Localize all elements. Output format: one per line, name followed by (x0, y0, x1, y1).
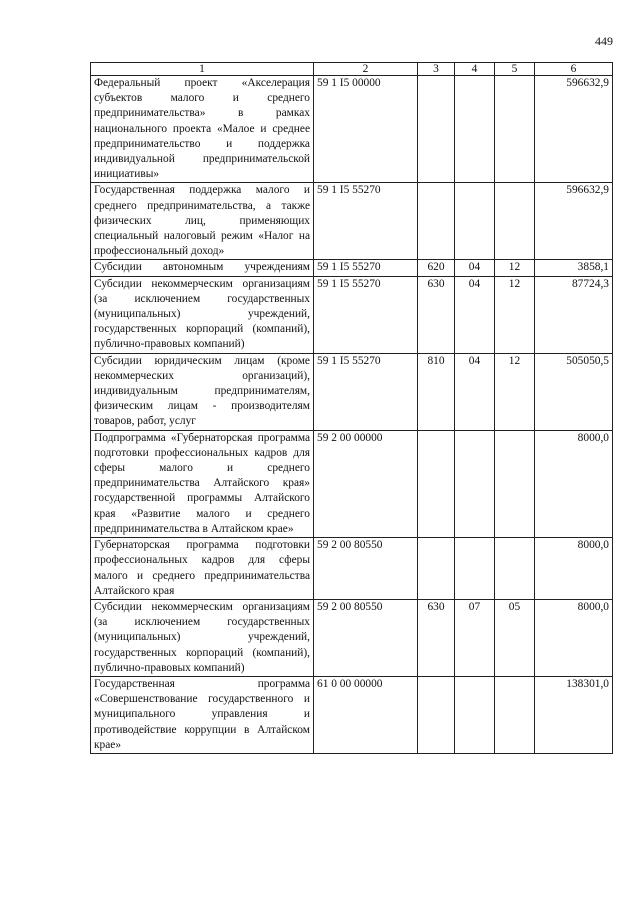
table-row (91, 430, 613, 537)
row-col3 (418, 76, 455, 183)
row-col5: 12 (495, 353, 535, 430)
row-code: 59 2 00 80550 (314, 599, 418, 676)
table-row (91, 260, 613, 276)
row-col5 (495, 430, 535, 537)
row-code: 59 1 I5 55270 (314, 353, 418, 430)
column-header: 3 (418, 63, 455, 76)
table-row (91, 538, 613, 600)
row-col4: 04 (455, 260, 495, 276)
row-code: 59 2 00 00000 (314, 430, 418, 537)
column-header: 5 (495, 63, 535, 76)
row-description: Субсидии автономным учреждениям (91, 260, 314, 276)
row-col4: 04 (455, 276, 495, 353)
row-col4 (455, 430, 495, 537)
row-description: Государственная поддержка малого и среднего предпринимательства, а также физических лиц, применяющих специальный налоговый режим «Налог на профессиональный доход» (91, 183, 314, 260)
row-description: Государственная программа «Совершенствование государственного и муниципального управления и противодействие коррупции в Алтайском крае» (91, 676, 314, 753)
row-col5 (495, 76, 535, 183)
row-col5 (495, 676, 535, 753)
row-description: Подпрограмма «Губернаторская программа подготовки профессиональных кадров для сферы малого и среднего предпринимательства Алтайского края» государственной программы Алтайского края «Развитие малого и среднего предпринимательства в Алтайском крае» (91, 430, 314, 537)
row-col3 (418, 538, 455, 600)
row-col4: 07 (455, 599, 495, 676)
column-header: 2 (314, 63, 418, 76)
row-amount: 596632,9 (535, 76, 613, 183)
row-code: 59 2 00 80550 (314, 538, 418, 600)
row-col4 (455, 676, 495, 753)
row-amount: 138301,0 (535, 676, 613, 753)
row-col4 (455, 76, 495, 183)
row-code: 59 1 I5 55270 (314, 260, 418, 276)
row-col3: 630 (418, 599, 455, 676)
row-amount: 505050,5 (535, 353, 613, 430)
row-col3: 620 (418, 260, 455, 276)
row-col5: 12 (495, 276, 535, 353)
row-col5: 05 (495, 599, 535, 676)
row-code: 59 1 I5 55270 (314, 276, 418, 353)
row-code: 59 1 I5 00000 (314, 76, 418, 183)
table-row (91, 676, 613, 753)
row-amount: 8000,0 (535, 538, 613, 600)
row-description: Субсидии юридическим лицам (кроме некоммерческих организаций), индивидуальным предпринимателям, физическим лицам - производителям товаров, работ, услуг (91, 353, 314, 430)
row-description: Субсидии некоммерческим организациям (за исключением государственных (муниципальных) учреждений, государственных корпораций (компаний), публично-правовых компаний) (91, 276, 314, 353)
table-row (91, 353, 613, 430)
table-row (91, 276, 613, 353)
row-col3: 630 (418, 276, 455, 353)
row-amount: 3858,1 (535, 260, 613, 276)
row-col3: 810 (418, 353, 455, 430)
row-code: 61 0 00 00000 (314, 676, 418, 753)
budget-table (90, 62, 613, 754)
row-amount: 8000,0 (535, 599, 613, 676)
table-row (91, 183, 613, 260)
row-description: Субсидии некоммерческим организациям (за исключением государственных (муниципальных) учреждений, государственных корпораций (компаний), публично-правовых компаний) (91, 599, 314, 676)
row-amount: 8000,0 (535, 430, 613, 537)
row-amount: 87724,3 (535, 276, 613, 353)
row-description: Губернаторская программа подготовки профессиональных кадров для сферы малого и среднего предпринимательства Алтайского края (91, 538, 314, 600)
row-description: Федеральный проект «Акселерация субъектов малого и среднего предпринимательства» в рамках национального проекта «Малое и среднее предпринимательство и поддержка индивидуальной предпринимательской инициативы» (91, 76, 314, 183)
page-number: 449 (595, 34, 613, 48)
row-col4 (455, 538, 495, 600)
table-row (91, 599, 613, 676)
row-amount: 596632,9 (535, 183, 613, 260)
table-header-row (91, 63, 613, 76)
row-code: 59 1 I5 55270 (314, 183, 418, 260)
row-col5 (495, 538, 535, 600)
column-header: 6 (535, 63, 613, 76)
row-col3 (418, 430, 455, 537)
row-col5 (495, 183, 535, 260)
row-col5: 12 (495, 260, 535, 276)
row-col4 (455, 183, 495, 260)
column-header: 1 (91, 63, 314, 76)
table-row (91, 76, 613, 183)
row-col3 (418, 676, 455, 753)
row-col3 (418, 183, 455, 260)
column-header: 4 (455, 63, 495, 76)
row-col4: 04 (455, 353, 495, 430)
